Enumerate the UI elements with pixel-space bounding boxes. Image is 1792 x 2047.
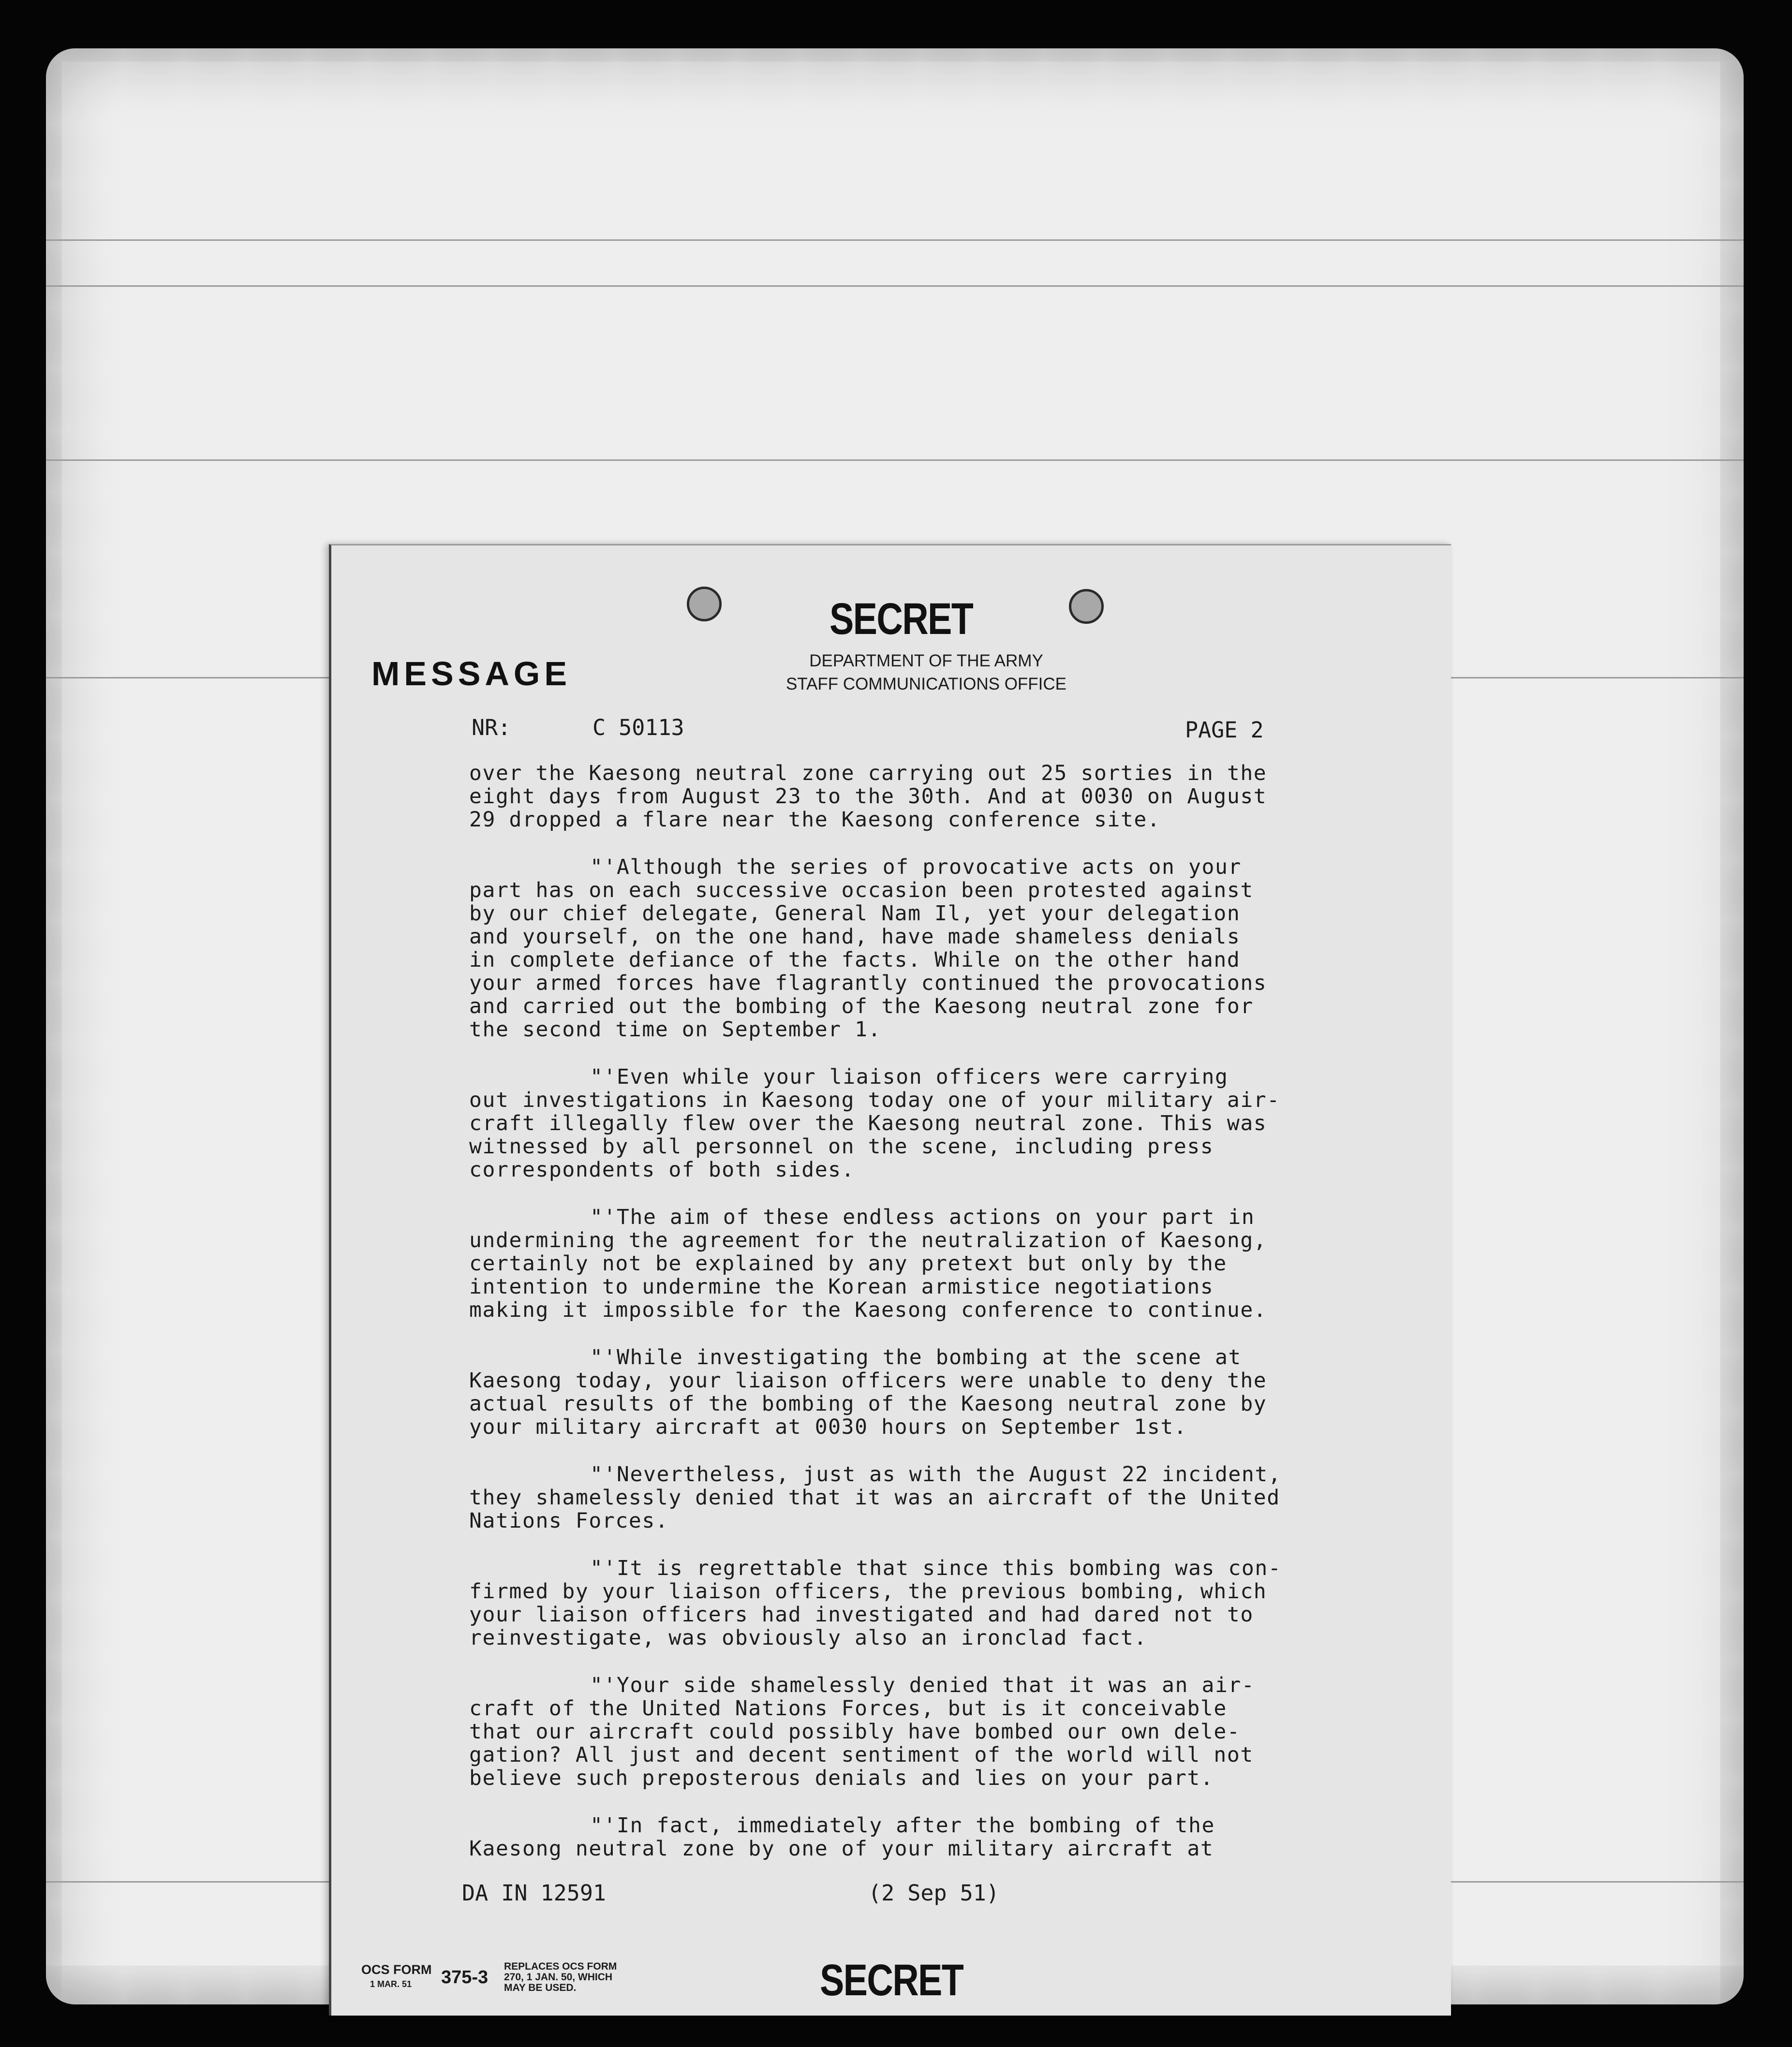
body-paragraph: "'Although the series of provocative acts on your part has on each successive occasion been protested against by our chief delegate, General Nam Il, yet your delegation and yourself, on the one hand, have made shameless denials in complete defiance of the facts. While on the other hand your armed forces have flagrantly continued the provocations and carried out the bombing of the Kaesong neutral zone for the second time on September 1.: [469, 855, 1267, 1042]
rule-line: [46, 239, 1744, 241]
replaces-line: MAY BE USED.: [504, 1982, 577, 1993]
rule-line: [46, 459, 1744, 461]
replaces-line: 270, 1 JAN. 50, WHICH: [504, 1972, 613, 1983]
department-heading: [757, 649, 1096, 696]
office-name: STAFF COMMUNICATIONS OFFICE: [785, 675, 1067, 693]
form-date: 1 MAR. 51: [370, 1979, 412, 1989]
nr-value: C 50113: [592, 715, 684, 740]
classification-bottom: SECRET: [820, 1956, 963, 2005]
body-paragraph: "'Your side shamelessly denied that it was an air- craft of the United Nations Forces, but is it conceivable that our aircraft could possibly have bombed our own dele- gation? All just and decent sentiment of the world will not believe such preposterous denials and lies on your part.: [469, 1673, 1255, 1790]
punch-hole: [1069, 589, 1104, 624]
replaces-line: REPLACES OCS FORM: [504, 1961, 617, 1972]
classification-top: SECRET: [829, 594, 973, 644]
body-paragraph: "'It is regrettable that since this bombing was con- firmed by your liaison officers, the previous bombing, which your liaison officers had investigated and had dared not to reinvestigate, was obviously also an ironclad fact.: [469, 1556, 1282, 1650]
body-paragraph: "'Even while your liaison officers were carrying out investigations in Kaesong today one of your military air- craft illegally flew over the Kaesong neutral zone. This was witnessed by all personnel on the scene, including press correspondents of both sides.: [469, 1065, 1280, 1182]
page-number: PAGE 2: [1185, 717, 1264, 743]
form-number: 375-3: [441, 1967, 489, 1988]
message-date: (2 Sep 51): [868, 1880, 999, 1906]
punch-hole: [687, 587, 722, 621]
department-name: DEPARTMENT OF THE ARMY: [809, 651, 1043, 670]
rule-line: [46, 285, 1744, 287]
form-replaces-note: [504, 1961, 617, 1993]
message-sheet: [329, 544, 1451, 2016]
body-paragraph: "'Nevertheless, just as with the August 22 incident, they shamelessly denied that it was an aircraft of the United Nations Forces.: [469, 1462, 1282, 1533]
body-paragraph: "'While investigating the bombing at the scene at Kaesong today, your liaison officers were unable to deny the actual results of the bombing of the Kaesong neutral zone by your military aircraft at 0030 hours on September 1st.: [469, 1345, 1267, 1439]
body-paragraph: over the Kaesong neutral zone carrying out 25 sorties in the eight days from August 23 to the 30th. And at 0030 on August 29 dropped a flare near the Kaesong conference site.: [469, 761, 1267, 832]
form-label: OCS FORM: [361, 1962, 432, 1977]
body-paragraph: "'The aim of these endless actions on your part in undermining the agreement for the neutralization of Kaesong, certainly not be explained by any pretext but only by the intention to undermine the Korean armistice negotiations making it impossible for the Kaesong conference to continue.: [469, 1205, 1267, 1322]
body-paragraph: "'In fact, immediately after the bombing of the Kaesong neutral zone by one of your military aircraft at: [469, 1813, 1215, 1861]
message-body: [469, 762, 1378, 1885]
form-title: MESSAGE: [371, 655, 572, 692]
nr-label: NR:: [472, 715, 511, 740]
reference-number: DA IN 12591: [462, 1880, 607, 1906]
